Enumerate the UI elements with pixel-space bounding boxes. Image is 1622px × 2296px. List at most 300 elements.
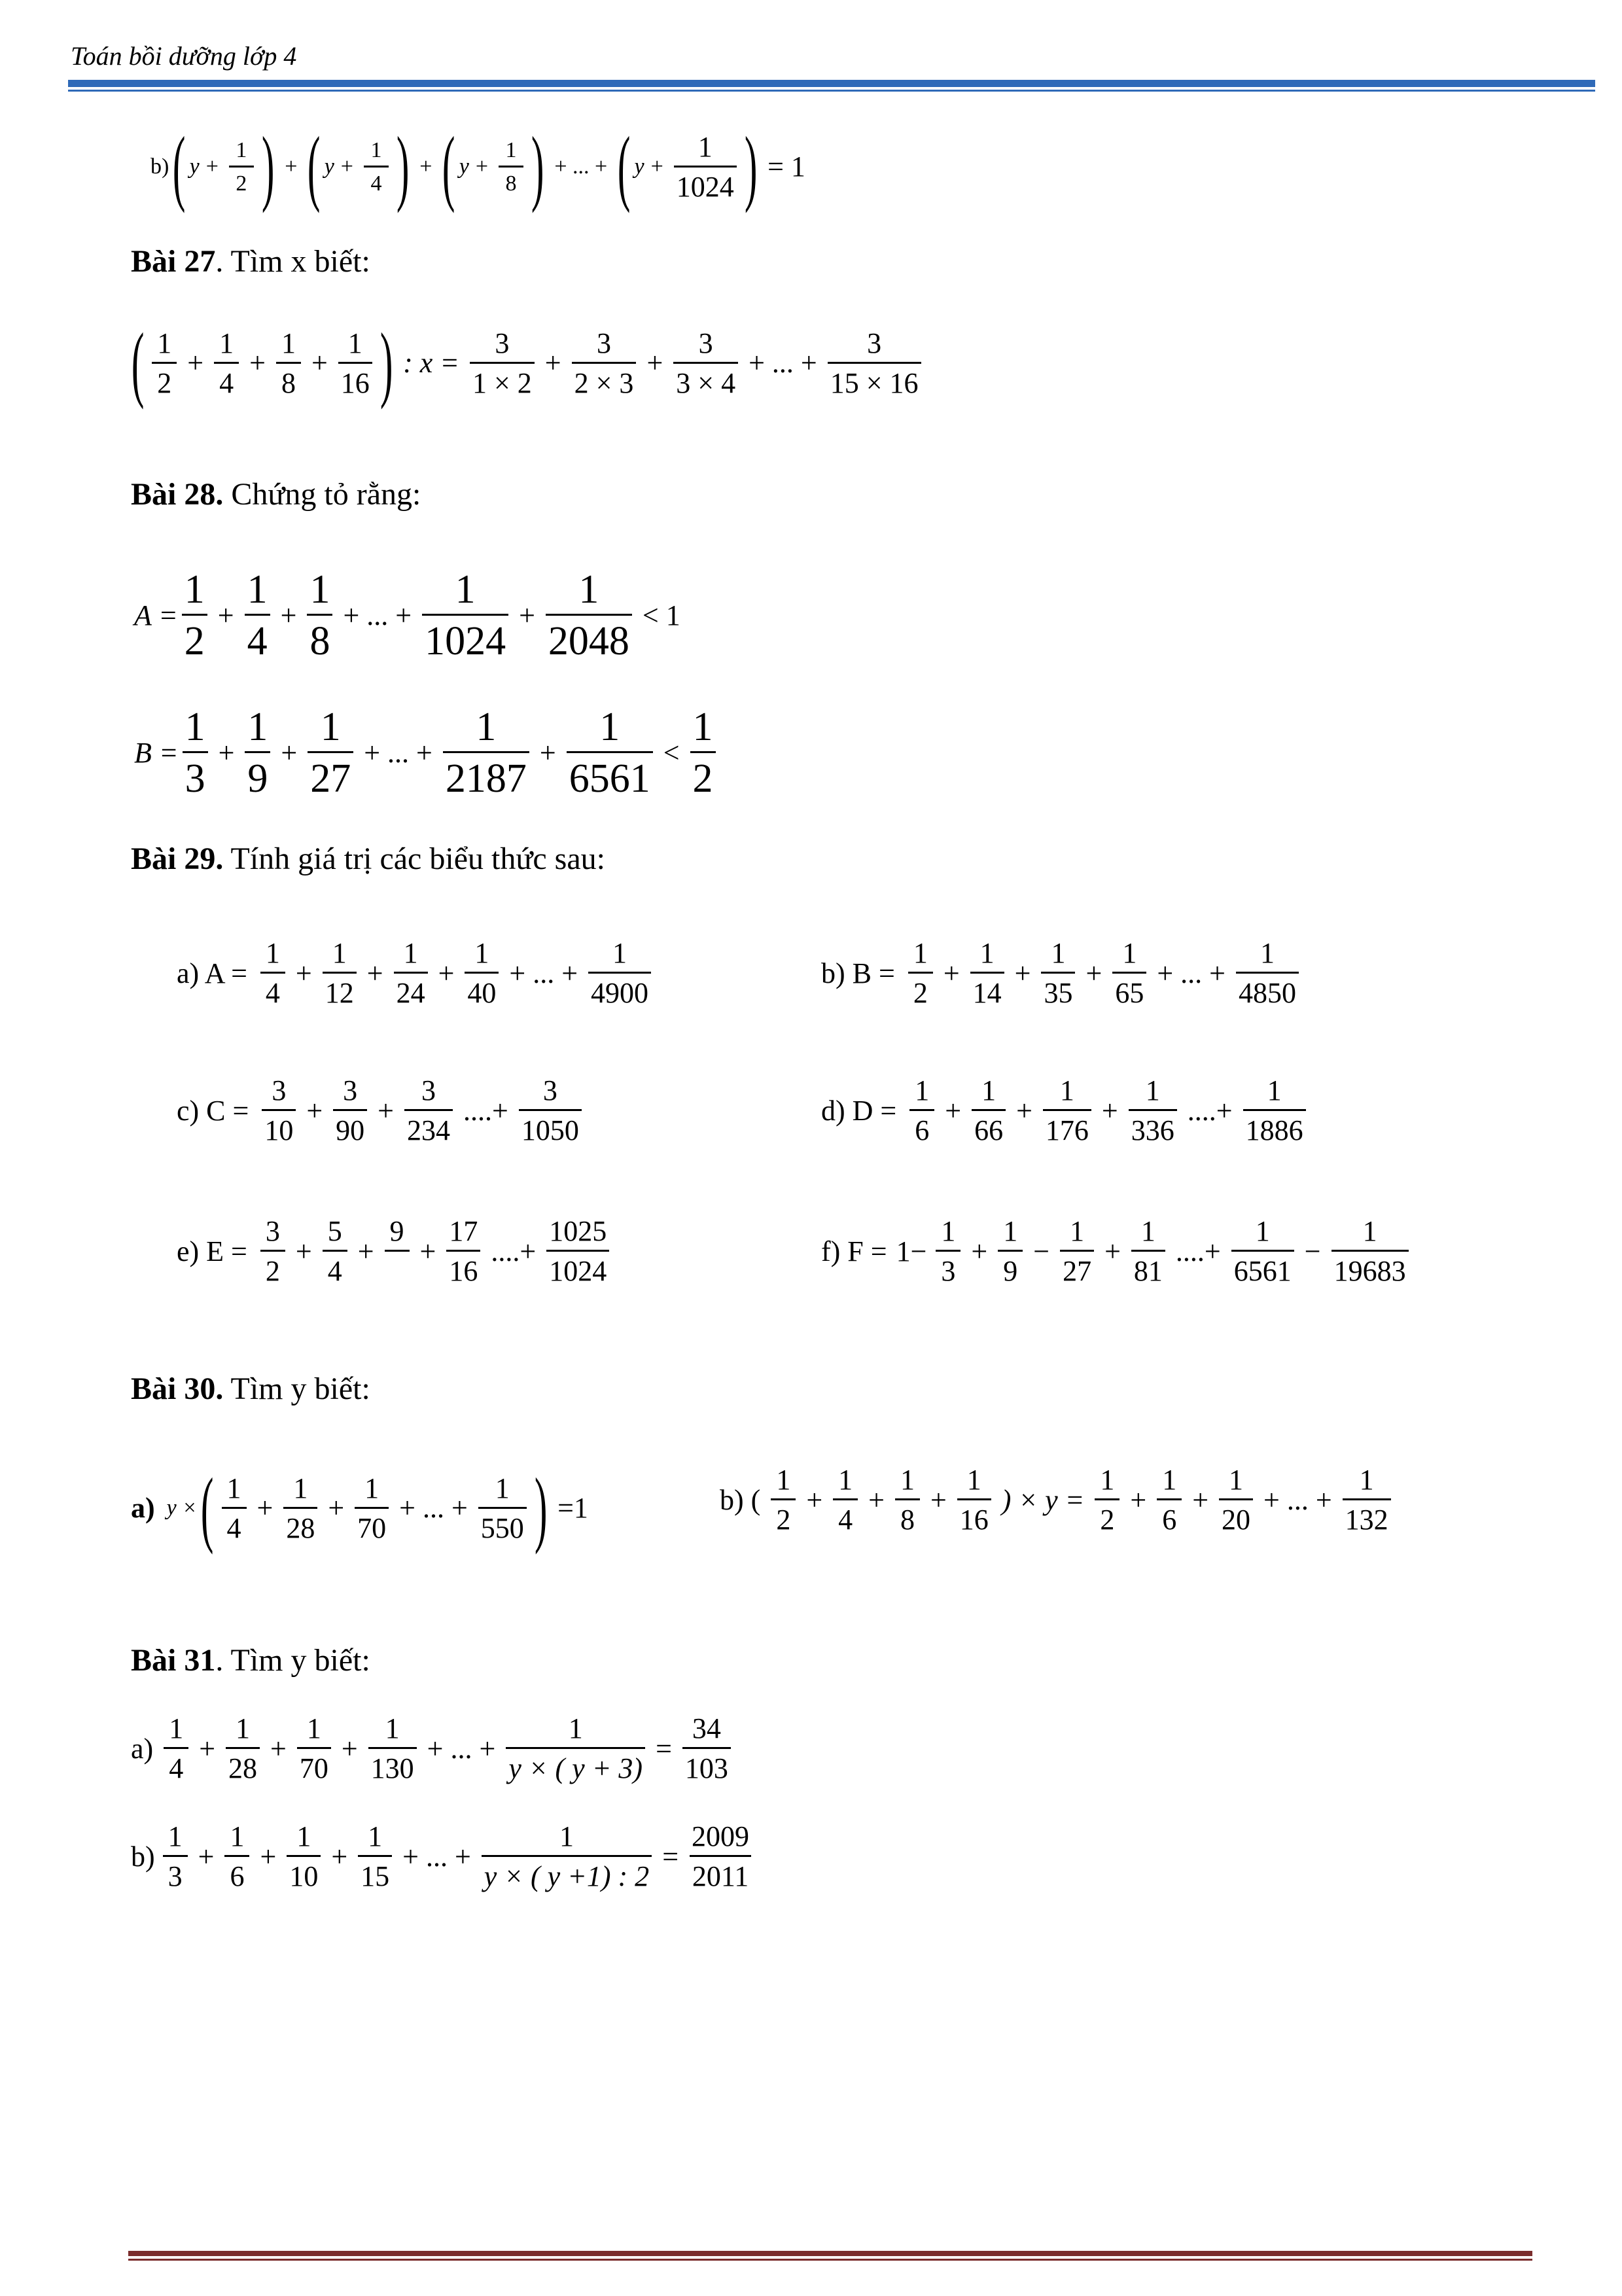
plus: +: [218, 736, 235, 769]
fraction: [245, 569, 270, 662]
numerator: 1: [1059, 1074, 1074, 1106]
denominator: 20: [1219, 1498, 1253, 1534]
fraction: [226, 1714, 260, 1783]
denominator: 8: [499, 166, 523, 195]
bai29d-expression: [821, 1076, 1310, 1145]
numerator: 3: [698, 327, 713, 359]
ellipsis: + ... +: [399, 1492, 468, 1524]
plus: +: [340, 154, 353, 179]
denominator: 2: [908, 972, 933, 1008]
numerator: 1: [293, 1472, 308, 1504]
ellipsis: + ... +: [402, 1840, 471, 1873]
bai28-B-inequality: [134, 707, 720, 799]
numerator: 1: [236, 1712, 251, 1744]
times-y-equals: ) × y =: [1001, 1483, 1085, 1516]
numerator: 1: [1362, 1215, 1377, 1247]
fraction: [276, 329, 301, 398]
exercise-instruction: Tính giá trị các biểu thức sau:: [223, 841, 605, 876]
var-y: y: [459, 154, 469, 179]
denominator: 550: [478, 1507, 527, 1543]
denominator: 81: [1131, 1250, 1165, 1286]
denominator: 6561: [567, 751, 653, 799]
denominator: 2011: [690, 1855, 751, 1891]
fraction: [1129, 1076, 1177, 1145]
fraction: [394, 939, 428, 1008]
ellipsis: + ... +: [364, 736, 432, 769]
bai29e-expression: [177, 1217, 613, 1286]
denominator: 27: [308, 751, 353, 799]
fraction: [908, 939, 933, 1008]
fraction: [909, 1076, 934, 1145]
denominator: 1886: [1243, 1109, 1306, 1145]
ellipsis: + ... +: [343, 599, 412, 631]
denominator: 4850: [1236, 972, 1299, 1008]
fraction: [182, 569, 207, 662]
plus: +: [295, 957, 312, 989]
plus: +: [943, 957, 960, 989]
plus: +: [945, 1094, 962, 1127]
numerator: 1: [281, 327, 296, 359]
var-y: y: [634, 154, 644, 179]
fraction: [307, 569, 332, 662]
denominator: 2: [182, 614, 207, 662]
fraction: [214, 329, 239, 398]
paren-open: (: [173, 120, 186, 214]
denominator: 8: [895, 1498, 920, 1534]
plus: +: [1085, 957, 1102, 989]
expression-label: f) F =: [821, 1235, 887, 1267]
bai31b-equation: [131, 1822, 756, 1891]
numerator: 1: [578, 567, 599, 612]
denominator: 2187: [443, 751, 529, 799]
numerator: 3: [272, 1074, 287, 1106]
exercise-number: Bài 30.: [131, 1371, 224, 1406]
denominator: 16: [446, 1250, 480, 1286]
numerator: 1: [1260, 937, 1275, 969]
ellipsis: + ... +: [427, 1732, 496, 1765]
part-label: a): [131, 1492, 155, 1524]
expression-label: b) B =: [821, 957, 895, 989]
fraction: [546, 1217, 609, 1286]
fraction: [1131, 1217, 1165, 1286]
numerator: 3: [265, 1215, 280, 1247]
numerator: 1: [332, 937, 347, 969]
denominator: 2: [152, 362, 177, 398]
fraction: [163, 1822, 188, 1891]
numerator: 2009: [692, 1820, 750, 1852]
numerator: 1: [1229, 1464, 1244, 1496]
fraction: [358, 1822, 392, 1891]
plus: +: [217, 599, 234, 631]
fraction: [283, 1474, 317, 1543]
denominator: 4900: [588, 972, 651, 1008]
denominator: 15 × 16: [828, 362, 921, 398]
equals-rhs: = 1: [767, 150, 805, 183]
denominator: 2: [229, 166, 254, 195]
fraction: [323, 1217, 347, 1286]
fraction: [287, 1822, 321, 1891]
fraction: [465, 939, 499, 1008]
plus: +: [544, 347, 561, 379]
numerator: 1: [236, 137, 247, 162]
plus: +: [280, 599, 297, 631]
fraction: [262, 1076, 296, 1145]
fraction: [828, 329, 921, 398]
denominator: 4: [260, 972, 285, 1008]
numerator: 1: [559, 1820, 574, 1852]
numerator: 1: [364, 1472, 379, 1504]
exercise-instruction: . Tìm x biết:: [215, 244, 370, 279]
denominator: 8: [276, 362, 301, 398]
expression-label: a) A =: [177, 957, 247, 989]
numerator: 1: [157, 327, 172, 359]
fraction: [998, 1217, 1023, 1286]
plus: +: [1130, 1483, 1147, 1516]
numerator: 1: [226, 1472, 241, 1504]
plus: +: [419, 1235, 436, 1267]
minus: −: [1033, 1235, 1050, 1267]
fraction: [308, 707, 353, 799]
plus: +: [285, 154, 298, 179]
numerator: 1: [474, 937, 489, 969]
numerator: 1: [776, 1464, 791, 1496]
numerator: 1: [1051, 937, 1066, 969]
denominator: 1024: [422, 614, 508, 662]
denominator: 70: [355, 1507, 389, 1543]
bai27-heading: [131, 243, 370, 279]
numerator: 1: [1100, 1464, 1115, 1496]
denominator: 2 × 3: [572, 362, 637, 398]
numerator: 1: [612, 937, 627, 969]
numerator: 1: [915, 1074, 930, 1106]
denominator: 4: [833, 1498, 858, 1534]
numerator: 1: [1267, 1074, 1282, 1106]
fraction: [229, 139, 254, 195]
fraction: [519, 1076, 582, 1145]
denominator: 70: [297, 1747, 331, 1783]
bai26b-label: b): [150, 154, 169, 179]
numerator: 1: [476, 705, 497, 749]
numerator: 1: [370, 137, 382, 162]
fraction: [572, 329, 637, 398]
colon-x-equals: : x =: [403, 347, 459, 379]
numerator: 3: [421, 1074, 436, 1106]
fraction: [972, 1076, 1006, 1145]
ellipsis: ....+: [1187, 1094, 1233, 1127]
numerator: 1: [306, 1712, 321, 1744]
footer-rule: [128, 2251, 1532, 2256]
paren-open: (: [618, 120, 631, 214]
numerator: 1: [368, 1820, 383, 1852]
numerator: 1: [495, 1472, 510, 1504]
fraction: [499, 139, 523, 195]
header-rule: [68, 80, 1595, 87]
numerator: 1: [296, 1820, 311, 1852]
numerator: 1: [941, 1215, 956, 1247]
minus: −: [1304, 1235, 1321, 1267]
numerator: 1: [169, 1712, 184, 1744]
plus: +: [256, 1492, 273, 1524]
ellipsis: ....+: [463, 1094, 508, 1127]
fraction: [506, 1714, 645, 1783]
ellipsis: + ... +: [749, 347, 817, 379]
denominator: 12: [323, 972, 357, 1008]
numerator: 1: [265, 937, 280, 969]
numerator: 17: [449, 1215, 478, 1247]
denominator: 4: [323, 1250, 347, 1286]
plus: +: [650, 154, 663, 179]
y-times: y ×: [166, 1496, 198, 1520]
fraction: [1112, 939, 1146, 1008]
part-label: b) (: [720, 1483, 761, 1516]
denominator: 4: [364, 166, 389, 195]
denominator: 2: [771, 1498, 796, 1534]
plus: +: [199, 1732, 216, 1765]
numerator: 1: [167, 1820, 183, 1852]
exercise-instruction: . Tìm y biết:: [215, 1643, 370, 1678]
denominator: 10: [287, 1855, 321, 1891]
fraction: [152, 329, 177, 398]
paren-close: ): [396, 120, 410, 214]
plus: +: [205, 154, 219, 179]
ellipsis: + ... +: [554, 154, 608, 179]
bai31-heading: [131, 1642, 370, 1678]
plus: +: [930, 1483, 947, 1516]
fraction: [355, 1474, 389, 1543]
denominator: y × ( y + 3): [506, 1747, 645, 1783]
fraction: [385, 1217, 410, 1286]
plus: +: [438, 957, 455, 989]
numerator: 1: [347, 327, 362, 359]
plus: +: [366, 957, 383, 989]
fraction: [338, 329, 372, 398]
fraction: [443, 707, 529, 799]
numerator: 1: [403, 937, 418, 969]
fraction: [546, 569, 632, 662]
plus: +: [1016, 1094, 1032, 1127]
paren-open: (: [442, 120, 455, 214]
fraction: [682, 1714, 731, 1783]
numerator: 1: [913, 937, 928, 969]
numerator: 1: [692, 705, 713, 749]
plus: +: [806, 1483, 823, 1516]
less-than-rhs: < 1: [642, 599, 680, 631]
plus: +: [281, 736, 298, 769]
denominator: 336: [1129, 1109, 1177, 1145]
bai26b-equation: [150, 120, 812, 214]
paren-close: ): [534, 1461, 548, 1555]
denominator: 2: [1095, 1498, 1120, 1534]
denominator: 1024: [546, 1250, 609, 1286]
paren-open: (: [131, 316, 145, 410]
denominator: 15: [358, 1855, 392, 1891]
fraction: [1343, 1466, 1391, 1534]
denominator: 4: [222, 1507, 247, 1543]
fraction: [478, 1474, 527, 1543]
numerator: 1: [185, 705, 205, 749]
fraction: [260, 939, 285, 1008]
denominator: 6561: [1231, 1250, 1294, 1286]
fraction: [1331, 1217, 1409, 1286]
plus: +: [1104, 1235, 1121, 1267]
fraction: [224, 1822, 249, 1891]
denominator: 130: [368, 1747, 417, 1783]
denominator: 6: [1157, 1498, 1182, 1534]
fraction: [245, 707, 270, 799]
denominator: 16: [338, 362, 372, 398]
numerator: 34: [692, 1712, 721, 1744]
bai28-heading: [131, 476, 421, 512]
denominator: 66: [972, 1109, 1006, 1145]
plus: +: [306, 1094, 323, 1127]
fraction: [957, 1466, 991, 1534]
numerator: 1: [1162, 1464, 1177, 1496]
fraction: [1060, 1217, 1094, 1286]
bai29b-expression: [821, 939, 1303, 1008]
plus: +: [357, 1235, 374, 1267]
numerator: 3: [343, 1074, 358, 1106]
fraction: [588, 939, 651, 1008]
fraction: [446, 1217, 480, 1286]
fraction: [368, 1714, 417, 1783]
numerator: 3: [495, 327, 510, 359]
denominator: 24: [394, 972, 428, 1008]
plus: +: [519, 599, 535, 631]
numerator: 1: [505, 137, 517, 162]
plus: +: [270, 1732, 287, 1765]
numerator: 1: [247, 567, 268, 612]
part-label: b): [131, 1840, 155, 1873]
fraction: [1095, 1466, 1120, 1534]
fraction: [936, 1217, 961, 1286]
fraction: [470, 329, 535, 398]
fraction: [404, 1076, 453, 1145]
fraction: [164, 1714, 188, 1783]
plus: +: [331, 1840, 348, 1873]
fraction: [1236, 939, 1299, 1008]
plus: +: [1014, 957, 1031, 989]
fraction: [222, 1474, 247, 1543]
plus: +: [475, 154, 489, 179]
fraction: [895, 1466, 920, 1534]
denominator: y × ( y +1) : 2: [482, 1855, 652, 1891]
plus: +: [187, 347, 204, 379]
numerator: 3: [542, 1074, 557, 1106]
denominator: 35: [1041, 972, 1075, 1008]
exercise-instruction: Tìm y biết:: [223, 1371, 370, 1406]
numerator: 1: [184, 567, 205, 612]
denominator: 65: [1112, 972, 1146, 1008]
fraction: [482, 1822, 652, 1891]
paren-open: (: [308, 120, 321, 214]
fraction: [260, 1217, 285, 1286]
plus: +: [198, 1840, 215, 1873]
denominator: 6: [224, 1855, 249, 1891]
denominator: 4: [164, 1747, 188, 1783]
numerator: 1: [320, 705, 341, 749]
var-y: y: [189, 154, 200, 179]
paren-close: ): [531, 120, 544, 214]
bai29-heading: [131, 841, 605, 877]
ellipsis: + ... +: [1263, 1483, 1332, 1516]
numerator: 1: [385, 1712, 400, 1744]
plus: +: [1192, 1483, 1209, 1516]
fraction: [1157, 1466, 1182, 1534]
page-header-title: Toán bồi dưỡng lớp 4: [71, 41, 297, 71]
denominator: 14: [970, 972, 1004, 1008]
plus: +: [539, 736, 556, 769]
bai30a-equation: [131, 1461, 595, 1555]
plus: +: [249, 347, 266, 379]
denominator-blank: [385, 1250, 410, 1286]
paren-open: (: [201, 1461, 214, 1555]
denominator: 2: [260, 1250, 285, 1286]
denominator: 8: [307, 614, 332, 662]
paren-close: ): [744, 120, 758, 214]
ellipsis: ....+: [1175, 1235, 1221, 1267]
numerator: 1: [900, 1464, 915, 1496]
equals: =: [656, 1732, 672, 1765]
bai29f-expression: [821, 1217, 1413, 1286]
numerator: 1: [979, 937, 995, 969]
denominator: 1050: [519, 1109, 582, 1145]
plus: +: [868, 1483, 885, 1516]
numerator: 1: [981, 1074, 996, 1106]
fraction: [364, 139, 389, 195]
numerator: 1: [697, 130, 713, 163]
denominator: 3: [936, 1250, 961, 1286]
plus: +: [341, 1732, 358, 1765]
denominator: 2048: [546, 614, 632, 662]
plus: +: [419, 154, 432, 179]
plus: +: [971, 1235, 988, 1267]
fraction: [833, 1466, 858, 1534]
denominator: 28: [283, 1507, 317, 1543]
denominator: 103: [682, 1747, 731, 1783]
paren-close: ): [261, 120, 275, 214]
plus: +: [311, 347, 328, 379]
plus: +: [295, 1235, 312, 1267]
expression-label: e) E =: [177, 1235, 247, 1267]
fraction: [970, 939, 1004, 1008]
denominator: 19683: [1331, 1250, 1409, 1286]
fraction: [297, 1714, 331, 1783]
numerator: 1: [1122, 937, 1137, 969]
bai29c-expression: [177, 1076, 586, 1145]
plus: +: [328, 1492, 345, 1524]
ellipsis: + ... +: [509, 957, 578, 989]
numerator: 1: [219, 327, 234, 359]
numerator: 1: [1255, 1215, 1270, 1247]
fraction: [1243, 1076, 1306, 1145]
numerator: 1025: [549, 1215, 607, 1247]
part-label: a): [131, 1732, 154, 1765]
fraction: [1219, 1466, 1253, 1534]
denominator: 3 × 4: [673, 362, 738, 398]
bai29a-expression: [177, 939, 655, 1008]
denominator: 9: [245, 751, 270, 799]
numerator: 1: [966, 1464, 981, 1496]
plus: +: [260, 1840, 277, 1873]
less-than: <: [663, 736, 680, 769]
denominator: 27: [1060, 1250, 1094, 1286]
expression-label: d) D =: [821, 1094, 897, 1127]
fraction: [422, 569, 508, 662]
numerator: 9: [389, 1215, 404, 1247]
denominator: 1024: [674, 166, 737, 202]
footer-rule-thin: [128, 2259, 1532, 2261]
exercise-number: Bài 29.: [131, 841, 224, 876]
